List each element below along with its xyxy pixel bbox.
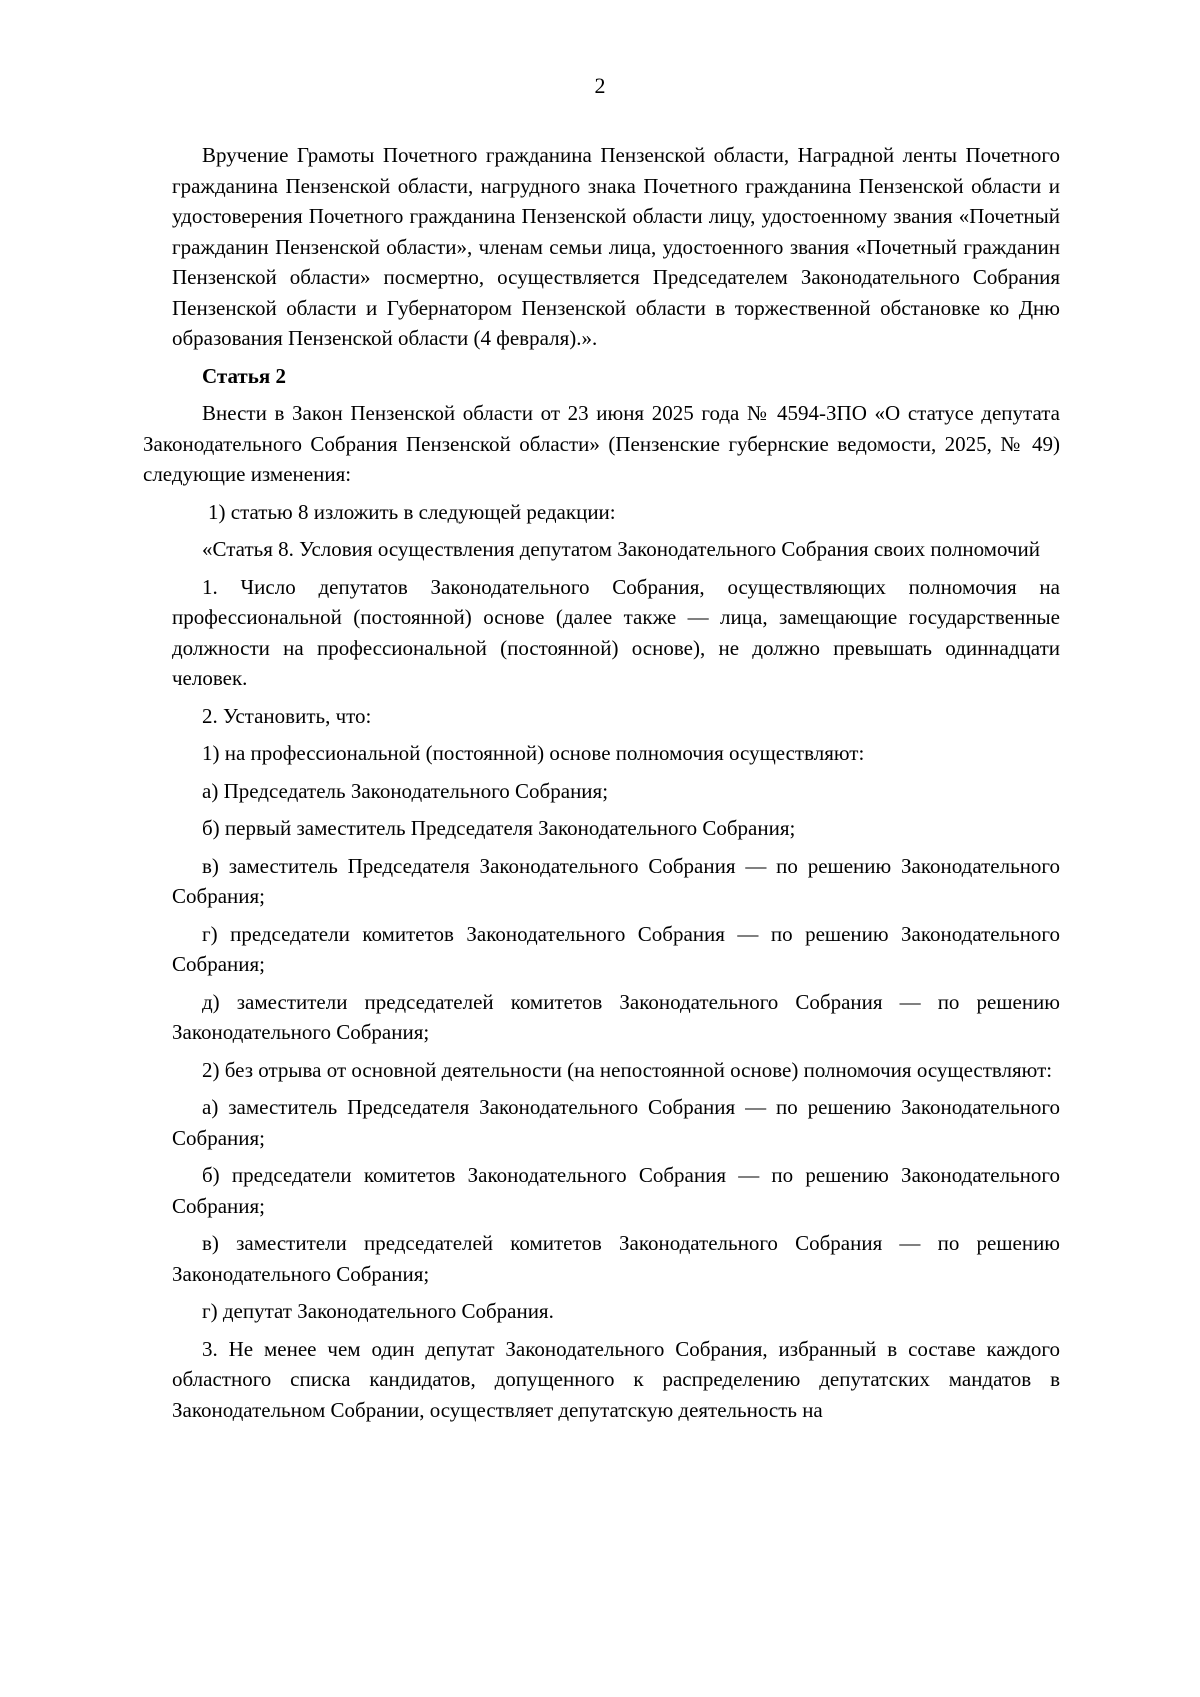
list-item-b-committee-chairs-nonpermanent: б) председатели комитетов Законодательного Собрания — по решению Законодательного Собрания; (172, 1163, 1060, 1218)
list-item-a-chairman: а) Председатель Законодательного Собрания; (202, 778, 609, 803)
paragraph-clause-3: 3. Не менее чем один депутат Законодательного Собрания, избранный в составе каждого областного списка кандидатов, допущенного к распределению депутатских мандатов в Законодательном Собрании, осуществляет депутатскую деятельность на (172, 1336, 1060, 1422)
paragraph-clause-1: 1. Число депутатов Законодательного Собрания, осуществляющих полномочия на профессиональной (постоянной) основе (далее также — лица, замещающие государственные должности на профессиональной (постоянной) основе), не должно превышать одиннадцати человек. (172, 574, 1060, 690)
document-body (143, 140, 1060, 1432)
list-item-v-committee-deputy-chairs-nonpermanent: в) заместители председателей комитетов Законодательного Собрания — по решению Законодательного Собрания; (172, 1231, 1060, 1286)
paragraph-honorary-citizen-award: Вручение Грамоты Почетного гражданина Пензенской области, Наградной ленты Почетного гражданина Пензенской области, нагрудного знака Почетного гражданина Пензенской области и удостоверения Почетного гражданина Пензенской области лицу, удостоенному звания «Почетный гражданин Пензенской области», членам семьи лица, удостоенного звания «Почетный гражданин Пензенской области» посмертно, осуществляется Председателем Законодательного Собрания Пензенской области и Губернатором Пензенской области в торжественной обстановке ко Дню образования Пензенской области (4 февраля).». (172, 143, 1060, 350)
paragraph-amend-law: Внести в Закон Пензенской области от 23 июня 2025 года № 4594-ЗПО «О статусе депутата Законодательного Собрания Пензенской области» (Пензенские губернские ведомости, 2025, № 49) следующие изменения: (143, 401, 1060, 486)
list-item-g-deputy: г) депутат Законодательного Собрания. (202, 1299, 554, 1323)
page-number: 2 (594, 73, 606, 98)
paragraph-subclause-2: 2) без отрыва от основной деятельности (на непостоянной основе) полномочия осуществляют: (202, 1057, 1053, 1082)
list-item-v-deputy-chairman: в) заместитель Председателя Законодательного Собрания — по решению Законодательного Собрания; (172, 853, 1060, 908)
paragraph-subclause-1: 1) на профессиональной (постоянной) основе полномочия осуществляют: (202, 741, 865, 765)
list-item-a-deputy-chairman-nonpermanent: а) заместитель Председателя Законодательного Собрания — по решению Законодательного Собрания; (172, 1095, 1060, 1150)
paragraph-article-8-title: «Статья 8. Условия осуществления депутатом Законодательного Собрания своих полномочий (202, 537, 1040, 561)
list-item-d-committee-deputy-chairs: д) заместители председателей комитетов Законодательного Собрания — по решению Законодательного Собрания; (172, 989, 1060, 1044)
list-item-b-first-deputy: б) первый заместитель Председателя Законодательного Собрания; (202, 816, 796, 840)
article-2-heading: Статья 2 (202, 363, 286, 388)
list-item-g-committee-chairs: г) председатели комитетов Законодательного Собрания — по решению Законодательного Собрания; (172, 921, 1060, 976)
paragraph-clause-2: 2. Установить, что: (202, 703, 372, 728)
paragraph-item-1-article-8: 1) статью 8 изложить в следующей редакции: (208, 499, 616, 524)
